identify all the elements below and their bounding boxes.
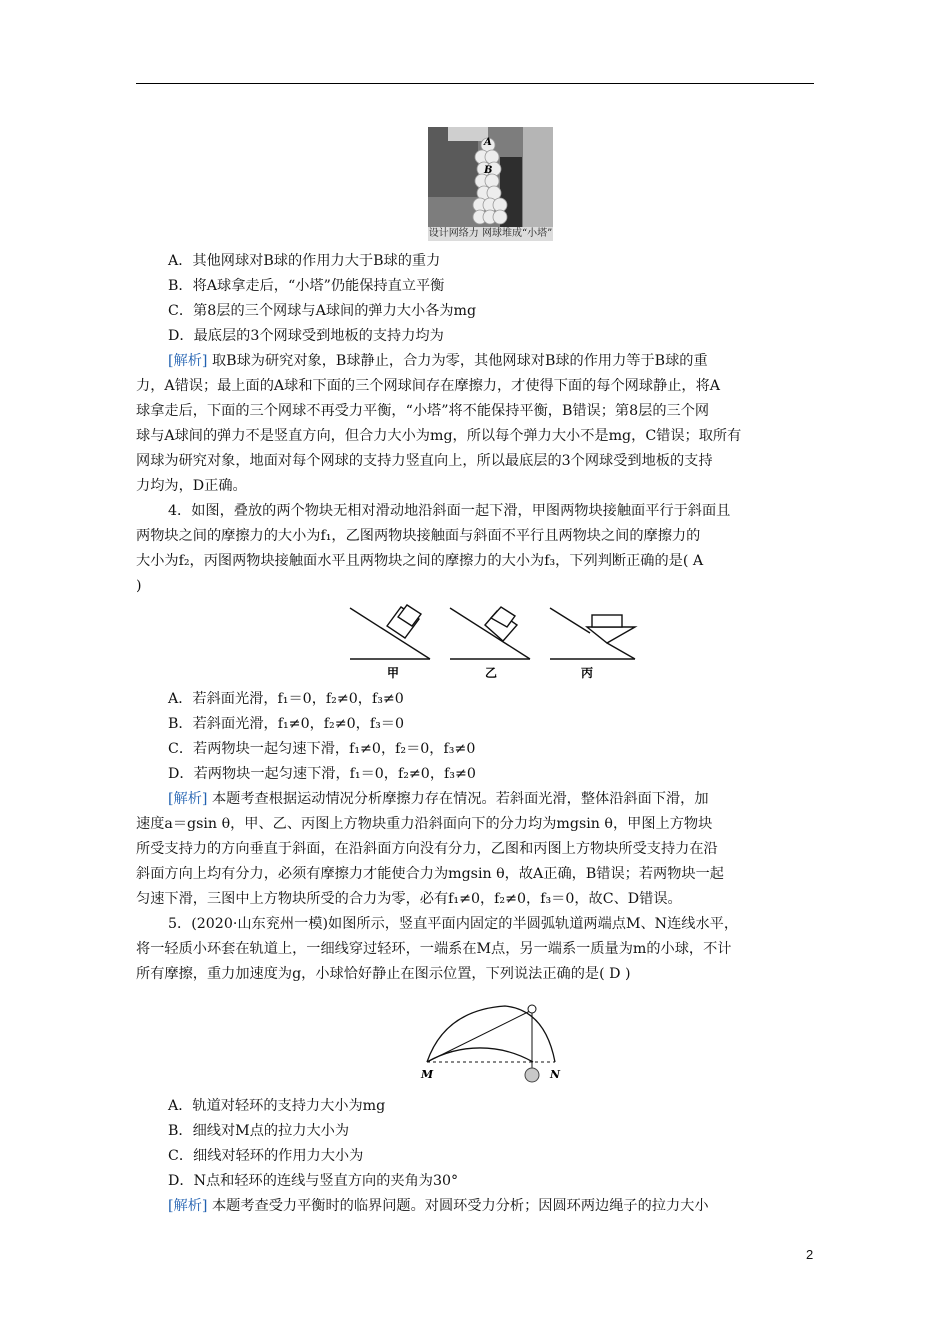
q3-analysis-line-2: 力，A错误；最上面的A球和下面的三个网球间存在摩擦力，才使得下面的每个网球静止，将A: [136, 378, 721, 394]
analysis-tag: [解析]: [168, 1198, 208, 1214]
q3-analysis-line-4: 球与A球间的弹力不是竖直方向，但合力大小为mg，所以每个弹力大小不是mg，C错误；取所有: [136, 428, 742, 444]
q4-analysis-line-2: 速度a＝gsin θ，甲、乙、丙图上方物块重力沿斜面向下的分力均为mgsin θ，甲图上方物块: [136, 816, 713, 832]
q4-option-c: C．若两物块一起匀速下滑，f₁≠0，f₂＝0，f₃≠0: [168, 741, 476, 757]
q4-option-a: A．若斜面光滑，f₁＝0，f₂≠0，f₃≠0: [168, 691, 404, 707]
q4-analysis-line-5: 匀速下滑，三图中上方物块所受的合力为零，必有f₁≠0，f₂≠0，f₃＝0，故C、D错误。: [136, 891, 682, 907]
analysis-tag: [解析]: [168, 791, 208, 807]
q4-label-jia: 甲: [387, 666, 400, 680]
q4-label-yi: 乙: [485, 666, 498, 680]
ball-b-label: B: [484, 165, 493, 176]
q5-option-b: B．细线对M点的拉力大小为: [168, 1123, 350, 1139]
q4-option-d: D．若两物块一起匀速下滑，f₁＝0，f₂≠0，f₃≠0: [168, 766, 476, 782]
q3-analysis-line-1: [168, 352, 848, 370]
q5-stem-line-2: 将一轻质小环套在轨道上，一细线穿过轻环，一端系在M点，另一端系一质量为m的小球，不计: [136, 941, 732, 957]
q4-stem-line-2: 两物块之间的摩擦力的大小为f₁，乙图两物块接触面与斜面不平行且两物块之间的摩擦力的: [136, 528, 701, 544]
q5-label-m: M: [421, 1068, 434, 1081]
q3-analysis-line-6: 力均为，D正确。: [136, 478, 247, 494]
q3-option-c: C．第8层的三个网球与A球间的弹力大小各为mg: [168, 303, 477, 319]
ball-a-label: A: [484, 137, 492, 148]
q4-analysis-text: 本题考查根据运动情况分析摩擦力存在情况。若斜面光滑，整体沿斜面下滑，加: [207, 791, 709, 807]
q4-incline-figure: [345, 603, 645, 683]
q5-semicircle-figure: [415, 1000, 575, 1090]
q3-option-b: B．将A球拿走后，“小塔”仍能保持直立平衡: [168, 278, 445, 294]
q5-option-c: C．细线对轻环的作用力大小为: [168, 1148, 364, 1164]
q3-option-a: A．其他网球对B球的作用力大于B球的重力: [168, 253, 441, 269]
q4-analysis-line-1: [168, 790, 848, 808]
q5-analysis-line-1: [168, 1197, 848, 1215]
q4-analysis-line-4: 斜面方向上均有分力，必须有摩擦力才能使合力为mgsin θ，故A正确，B错误；若两物块一起: [136, 866, 724, 882]
q5-label-n: N: [550, 1068, 561, 1081]
q4-stem-line-3: 大小为f₂，丙图两物块接触面水平且两物块之间的摩擦力的大小为f₃，下列判断正确的是( A: [136, 553, 704, 569]
q5-option-d: D．N点和轻环的连线与竖直方向的夹角为30°: [168, 1173, 459, 1189]
analysis-tag: [解析]: [168, 353, 208, 369]
q4-analysis-line-3: 所受支持力的方向垂直于斜面，在沿斜面方向没有分力，乙图和丙图上方物块所受支持力在沿: [136, 841, 718, 857]
q5-stem-line-3: 所有摩擦，重力加速度为g，小球恰好静止在图示位置，下列说法正确的是( D ): [136, 966, 631, 982]
q5-analysis-text: 本题考查受力平衡时的临界问题。对圆环受力分析；因圆环两边绳子的拉力大小: [207, 1198, 709, 1214]
q4-option-b: B．若斜面光滑，f₁≠0，f₂≠0，f₃＝0: [168, 716, 404, 732]
q4-label-bing: 丙: [581, 666, 594, 680]
q5-stem-line-1: 5．(2020·山东兖州一模)如图所示，竖直平面内固定的半圆弧轨道两端点M、N连线水平，: [168, 916, 739, 932]
photo-caption: 设计网络力 网球堆成“小塔”: [428, 228, 553, 239]
q3-analysis-line-3: 球拿走后，下面的三个网球不再受力平衡，“小塔”将不能保持平衡，B错误；第8层的三个网: [136, 403, 710, 419]
header-rule: [136, 83, 814, 84]
q4-stem-line-4: ): [136, 578, 142, 594]
q3-analysis-line-5: 网球为研究对象，地面对每个网球的支持力竖直向上，所以最底层的3个网球受到地板的支持: [136, 453, 713, 469]
tennis-ball-tower-photo: [428, 127, 553, 241]
q3-analysis-text: 取B球为研究对象，B球静止，合力为零，其他网球对B球的作用力等于B球的重: [207, 353, 708, 369]
q4-stem-line-1: 4．如图，叠放的两个物块无相对滑动地沿斜面一起下滑，甲图两物块接触面平行于斜面且: [168, 503, 731, 519]
page-number: 2: [806, 1247, 814, 1262]
q5-option-a: A．轨道对轻环的支持力大小为mg: [168, 1098, 386, 1114]
q3-option-d: D．最底层的3个网球受到地板的支持力均为: [168, 328, 444, 344]
